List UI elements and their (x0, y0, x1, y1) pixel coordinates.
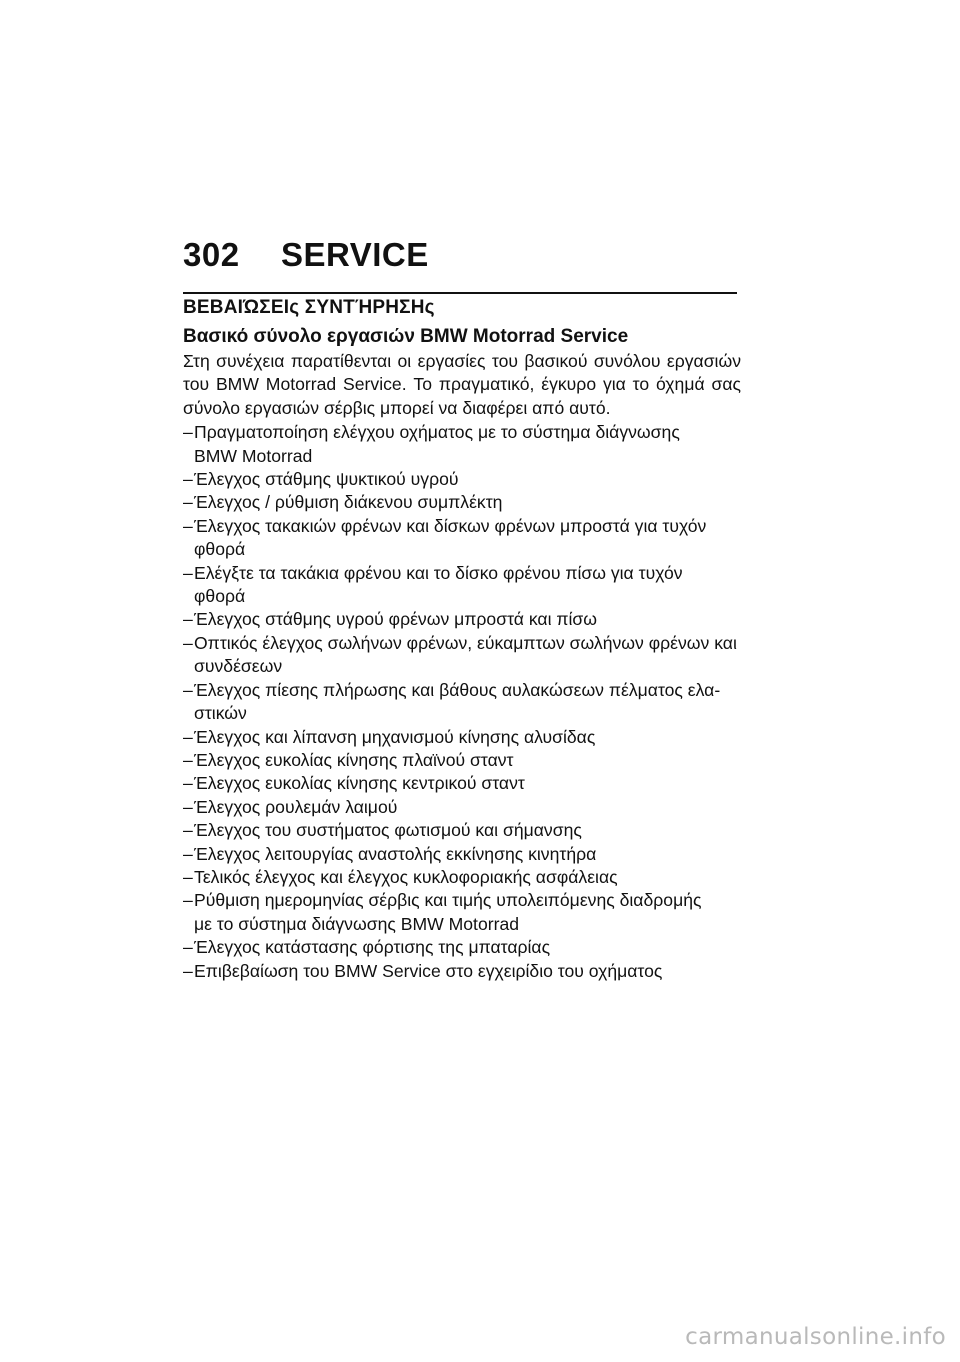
list-item (183, 889, 741, 936)
service-task-list (183, 421, 741, 983)
list-bullet-dash: – (183, 492, 193, 513)
list-bullet-dash: – (183, 749, 193, 770)
list-item (183, 491, 741, 514)
list-bullet-dash: – (183, 562, 193, 583)
list-item-text: Έλεγχος ευκολίας κίνησης κεντρικού σταντ (194, 773, 525, 794)
section-divider (183, 292, 737, 294)
list-item (183, 726, 741, 749)
list-item-text-continued: στικών (194, 703, 247, 724)
list-item (183, 679, 741, 726)
list-bullet-dash: – (183, 422, 193, 443)
list-bullet-dash: – (183, 796, 193, 817)
list-bullet-dash: – (183, 843, 193, 864)
list-bullet-dash: – (183, 820, 193, 841)
list-item (183, 608, 741, 631)
list-item-text: Έλεγχος στάθμης ψυκτικού υγρού (194, 469, 459, 490)
list-item (183, 960, 741, 983)
list-item-text: Επιβεβαίωση του BMW Service στο εγχειρίδιο του οχήματος (194, 960, 663, 981)
list-bullet-dash: – (183, 773, 193, 794)
list-item (183, 866, 741, 889)
page-number: 302 (183, 236, 240, 273)
list-item-text-continued: συνδέσεων (194, 656, 283, 677)
list-item (183, 749, 741, 772)
list-bullet-dash: – (183, 890, 193, 911)
list-item-text: Πραγματοποίηση ελέγχου οχήματος με το σύστημα διάγνωσης (194, 422, 680, 443)
document-body (183, 350, 741, 983)
list-item-text: Έλεγχος τακακιών φρένων και δίσκων φρένων μπροστά για τυχόν (194, 515, 707, 536)
list-item-text-continued: BMW Motorrad (194, 445, 313, 466)
list-item (183, 632, 741, 679)
list-item-text: Έλεγχος ευκολίας κίνησης πλαϊνού σταντ (194, 749, 514, 770)
list-item-text: Έλεγχος πίεσης πλήρωσης και βάθους αυλακώσεων πέλματος ελα- (194, 679, 721, 700)
watermark: carmanualsonline.info (685, 1324, 946, 1350)
list-bullet-dash: – (183, 515, 193, 536)
list-item-text: Τελικός έλεγχος και έλεγχος κυκλοφοριακής ασφάλειας (194, 866, 618, 887)
list-item-text: Έλεγχος λειτουργίας αναστολής εκκίνησης κινητήρα (194, 843, 597, 864)
list-bullet-dash: – (183, 609, 193, 630)
subsection-title: Βασικό σύνολο εργασιών BMW Motorrad Service (183, 326, 629, 347)
list-item-text: Ρύθμιση ημερομηνίας σέρβις και τιμής υπολειπόμενης διαδρομής (194, 890, 702, 911)
list-item (183, 562, 741, 609)
list-item-text: Ελέγξτε τα τακάκια φρένου και το δίσκο φρένου πίσω για τυχόν (194, 562, 683, 583)
list-item (183, 772, 741, 795)
list-item-text: Έλεγχος κατάστασης φόρτισης της μπαταρίας (194, 937, 551, 958)
page-header (183, 236, 429, 274)
list-item-text: Οπτικός έλεγχος σωλήνων φρένων, εύκαμπτων σωλήνων φρένων και (194, 632, 737, 653)
list-bullet-dash: – (183, 960, 193, 981)
list-item (183, 468, 741, 491)
list-item-text: Έλεγχος / ρύθμιση διάκενου συμπλέκτη (194, 492, 503, 513)
list-item-text: Έλεγχος του συστήματος φωτισμού και σήμανσης (194, 820, 582, 841)
list-bullet-dash: – (183, 679, 193, 700)
list-item (183, 936, 741, 959)
list-item (183, 796, 741, 819)
list-bullet-dash: – (183, 632, 193, 653)
section-title: ΒΕΒΑΙΏΣΕΙς ΣΥΝΤΉΡΗΣΗς (183, 297, 435, 318)
list-item-text-continued: με το σύστημα διάγνωσης BMW Motorrad (194, 913, 520, 934)
list-bullet-dash: – (183, 469, 193, 490)
list-item-text: Έλεγχος στάθμης υγρού φρένων μπροστά και πίσω (194, 609, 598, 630)
list-item (183, 515, 741, 562)
list-item-text-continued: φθορά (194, 539, 246, 560)
list-bullet-dash: – (183, 866, 193, 887)
intro-paragraph: Στη συνέχεια παρατίθενται οι εργασίες του βασικού συνόλου εργασιών του BMW Motorrad Service. Το πραγματικό, έγκυρο για το όχημά σας σύνολο εργασιών σέρβις μπορεί να διαφέρει από αυτό. (183, 351, 741, 418)
list-item (183, 843, 741, 866)
list-bullet-dash: – (183, 937, 193, 958)
chapter-title: SERVICE (281, 236, 429, 273)
list-item-text-continued: φθορά (194, 586, 246, 607)
list-item (183, 421, 741, 468)
list-item (183, 819, 741, 842)
list-bullet-dash: – (183, 726, 193, 747)
list-item-text: Έλεγχος ρουλεμάν λαιμού (194, 796, 398, 817)
list-item-text: Έλεγχος και λίπανση μηχανισμού κίνησης αλυσίδας (194, 726, 596, 747)
